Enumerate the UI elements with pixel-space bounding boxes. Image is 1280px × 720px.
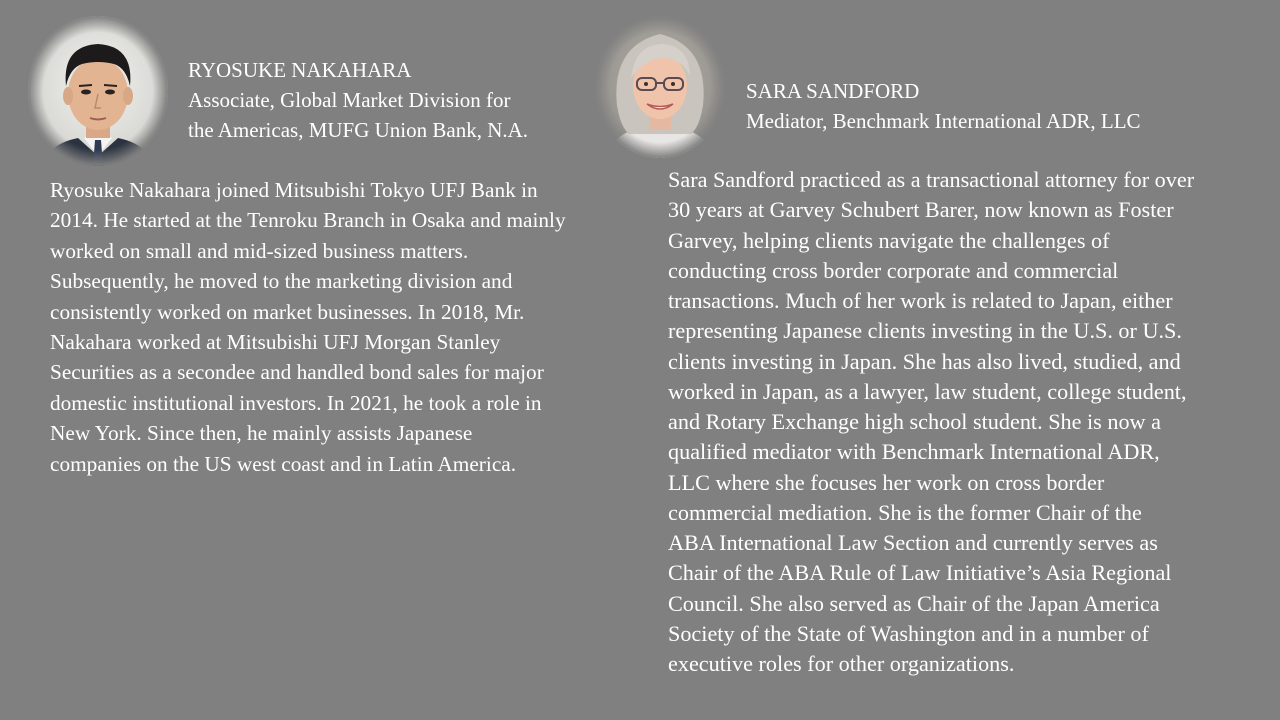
person-title-line: Mediator, Benchmark International ADR, LLC [746,109,1141,133]
bio-line: Society of the State of Washington and in a number of [668,620,1149,646]
bio-line: Chair of the ABA Rule of Law Initiative’s Asia Regional [668,560,1172,586]
bio-line: qualified mediator with Benchmark International ADR, [668,439,1160,465]
bio-line: Nakahara worked at Mitsubishi UFJ Morgan Stanley [50,330,501,355]
bio-line: Ryosuke Nakahara joined Mitsubishi Tokyo UFJ Bank in [50,178,538,202]
bio-line: ABA International Law Section and currently serves as [668,530,1158,555]
bio-line: LLC where she focuses her work on cross border [668,469,1105,495]
bio-line: companies on the US west coast and in Latin America. [50,451,517,476]
portrait-sara-sandford [595,16,725,158]
ryosuke-nakahara-heading [188,55,528,145]
bio-line: transactions. Much of her work is related to Japan, either [668,288,1173,313]
person-name: RYOSUKE NAKAHARA [188,58,412,82]
ryosuke-nakahara-bio [50,175,640,479]
bio-line: worked on small and mid-sized business matters. [50,238,469,263]
bio-line: domestic institutional investors. In 2021, he took a role in [50,390,542,415]
person-title-line: Associate, Global Market Division for [188,88,511,112]
bio-line: representing Japanese clients investing in the U.S. or U.S. [668,318,1182,344]
bio-line: worked in Japan, as a lawyer, law student, college student, [668,378,1187,404]
bio-line: 30 years at Garvey Schubert Barer, now known as Foster [668,197,1174,223]
bio-line: consistently worked on market businesses. In 2018, Mr. [50,299,525,324]
portrait-ryosuke-nakahara [28,16,168,166]
bio-line: conducting cross border corporate and commercial [668,257,1119,283]
bio-line: Council. She also served as Chair of the Japan America [668,590,1160,616]
bio-line: Subsequently, he moved to the marketing division and [50,269,513,294]
bio-line: and Rotary Exchange high school student. She is now a [668,409,1161,434]
bio-line: New York. Since then, he mainly assists Japanese [50,421,473,446]
sara-sandford-heading [746,76,1141,136]
sara-sandford-bio [668,165,1273,679]
bio-line: Securities as a secondee and handled bond sales for major [50,360,544,385]
bio-line: Sara Sandford practiced as a transactional attorney for over [668,167,1195,192]
bio-line: commercial mediation. She is the former Chair of the [668,499,1142,525]
bio-line: executive roles for other organizations. [668,651,1015,676]
bio-line: 2014. He started at the Tenroku Branch in Osaka and mainly [50,208,566,233]
person-title-line: the Americas, MUFG Union Bank, N.A. [188,118,529,142]
person-name: SARA SANDFORD [746,79,920,103]
bio-line: Garvey, helping clients navigate the challenges of [668,227,1110,253]
bio-line: clients investing in Japan. She has also lived, studied, and [668,348,1181,374]
